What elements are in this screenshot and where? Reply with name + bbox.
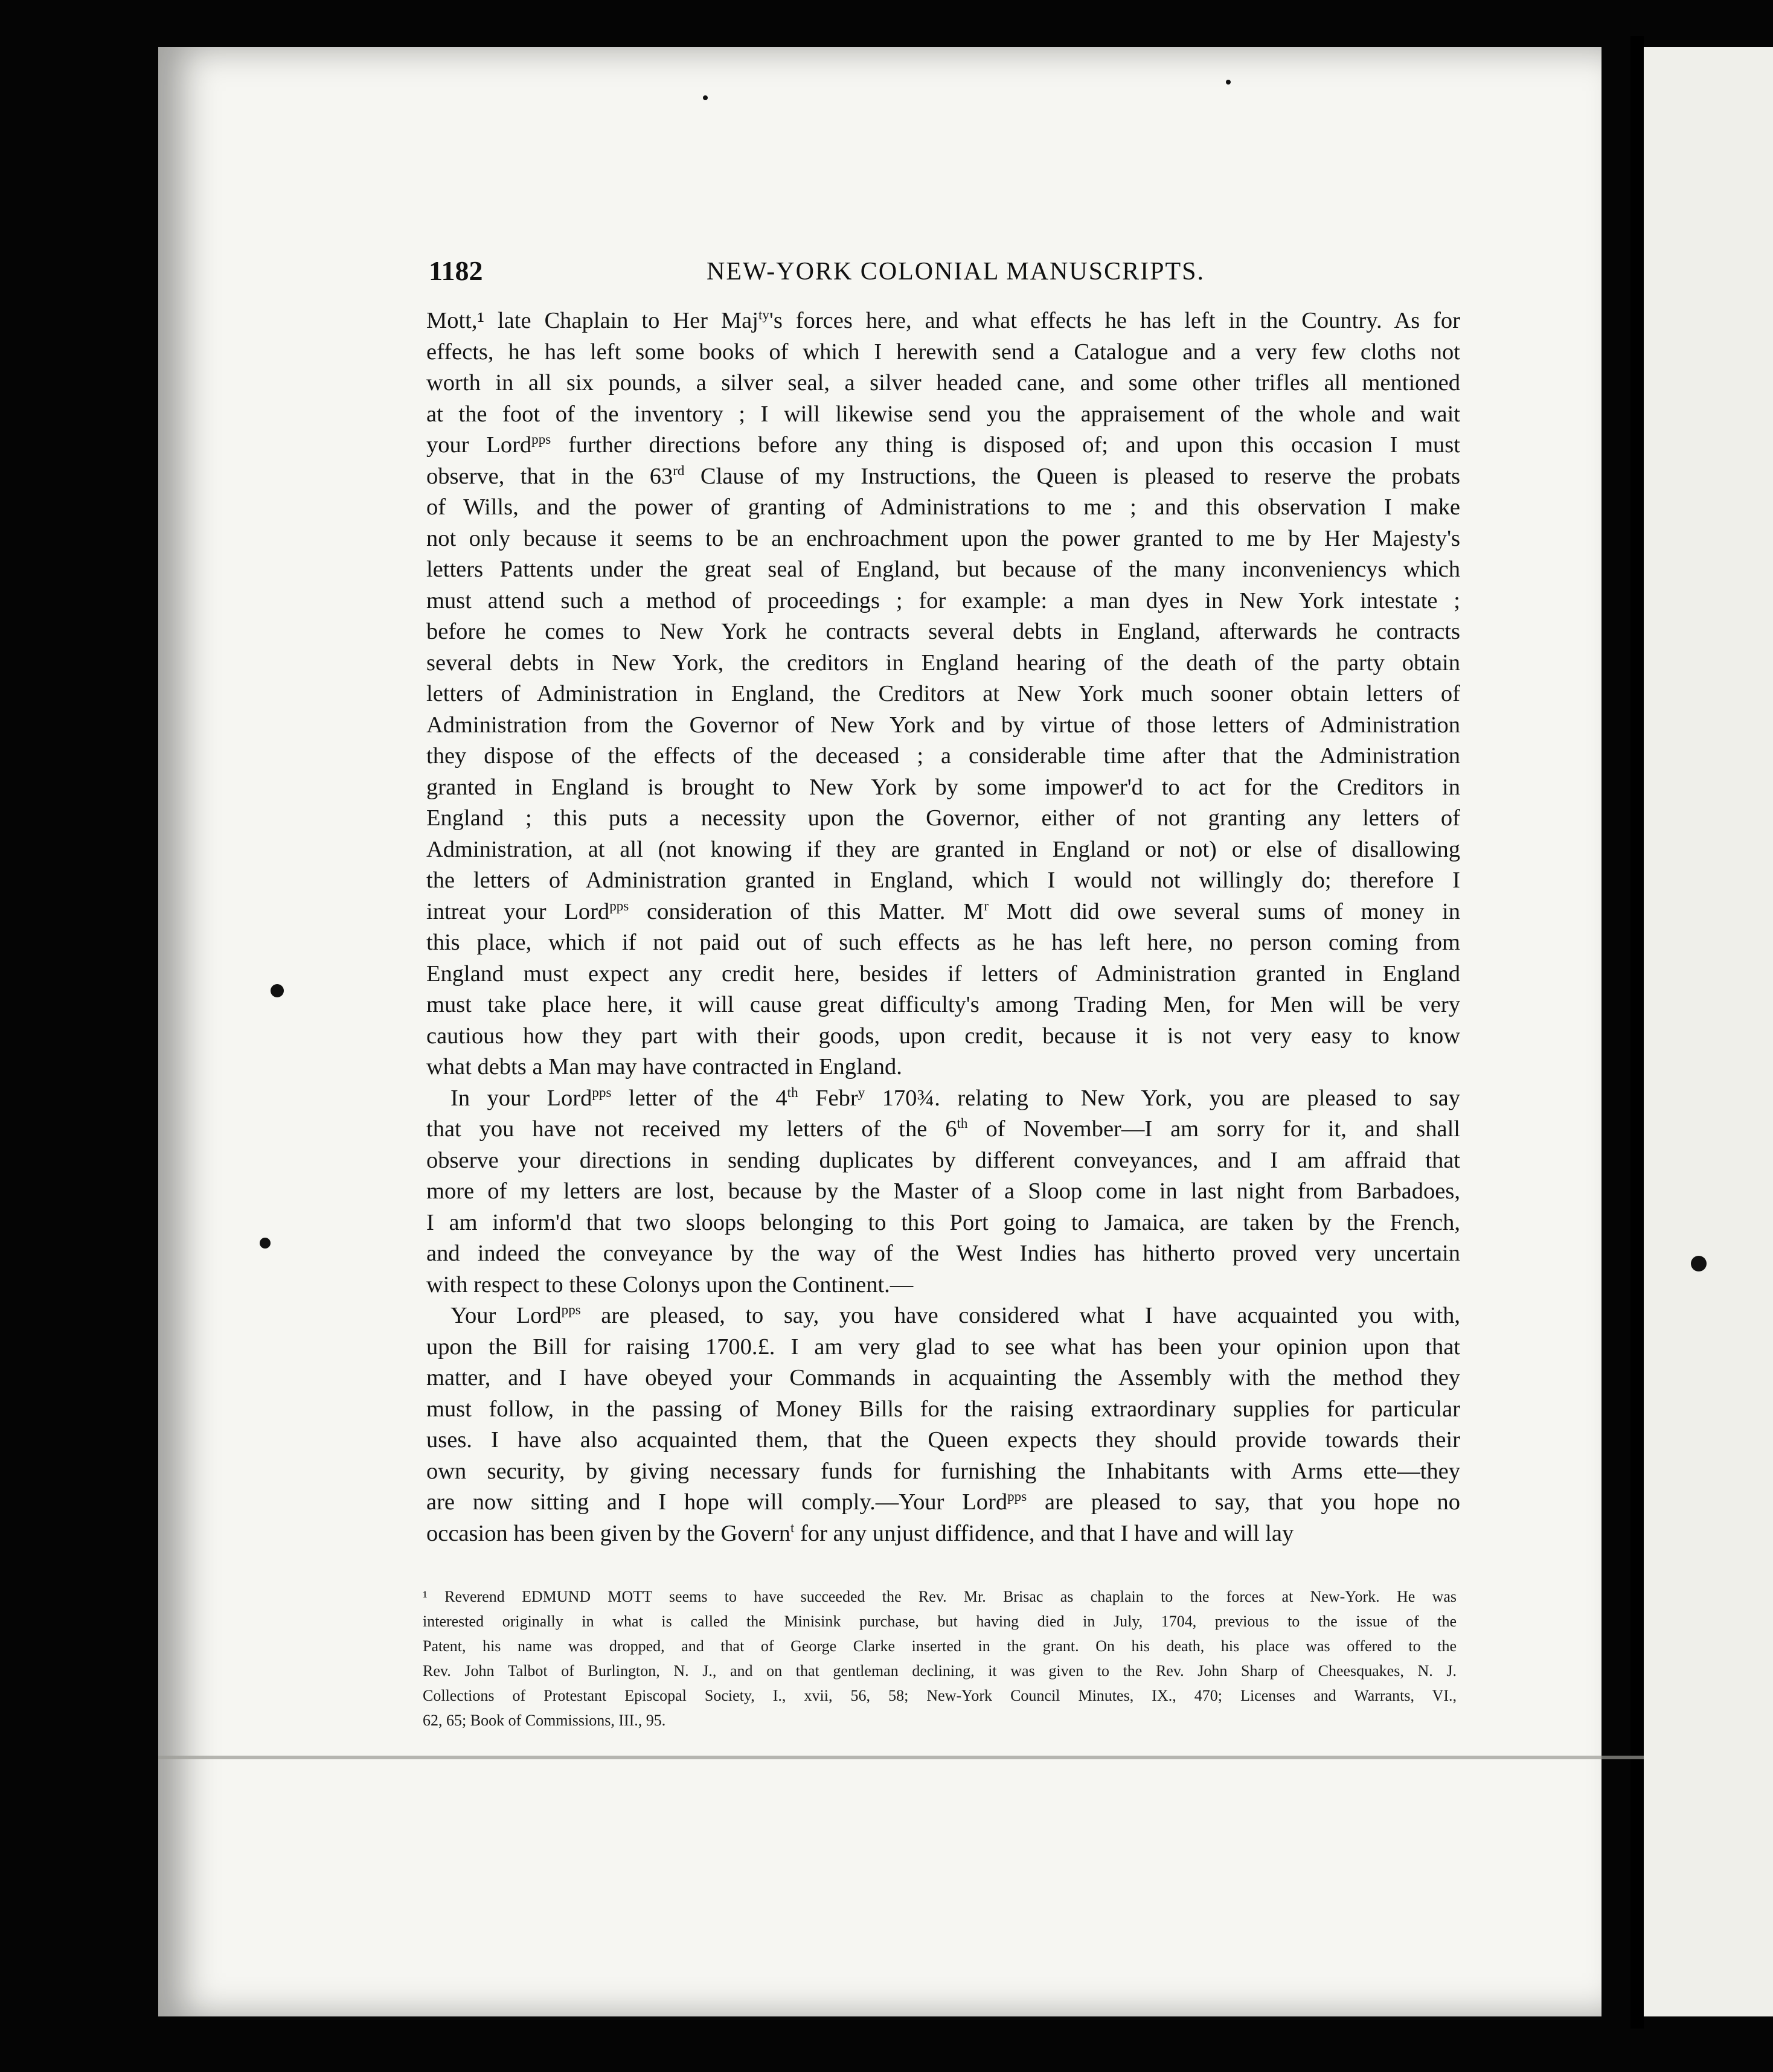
text-line: must follow, in the passing of Money Bills for the raising extraordinary supplies for particular (426, 1396, 1460, 1422)
text-line: observe your directions in sending duplicates by different conveyances, and I am affraid that (426, 1147, 1460, 1173)
text-line: observe, that in the 63rd Clause of my Instructions, the Queen is pleased to reserve the probats (426, 462, 1460, 489)
text-line: this place, which if not paid out of such effects as he has left here, no person coming from (426, 930, 1460, 955)
footnote-line: Collections of Protestant Episcopal Society, I., xvii, 56, 58; New-York Council Minutes, IX., 470; Licenses and Warrants, VI., (423, 1687, 1457, 1704)
footnote-line: Patent, his name was dropped, and that of George Clarke inserted in the grant. On his death, his place was offered to the (423, 1637, 1457, 1655)
text-line: Administration from the Governor of New York and by virtue of those letters of Administration (426, 712, 1460, 738)
scan-speck (260, 1238, 271, 1249)
text-line: Administration, at all (not knowing if they are granted in England or not) or else of disallowing (426, 836, 1460, 862)
text-line: more of my letters are lost, because by the Master of a Sloop come in last night from Barbadoes, (426, 1178, 1460, 1204)
text-line: your Lord$^{pps}$ further directions before any thing is disposed of; and upon this occasion I must (426, 431, 1460, 458)
footnote-line: 62, 65; Book of Commissions, III., 95. (423, 1712, 666, 1729)
text-line: the letters of Administration granted in England, which I would not willingly do; therefore I (426, 868, 1460, 893)
scan-speck (703, 95, 708, 100)
text-line: that you have not received my letters of the 6th of November—I am sorry for it, and shall (426, 1115, 1460, 1142)
text-line: occasion has been given by the Govern$^t$ for any unjust diffidence, and that I have and will lay (426, 1519, 1294, 1546)
footnote-block (423, 1584, 1457, 1733)
scan-speck (1226, 80, 1231, 85)
text-line: Mott,¹ late Chaplain to Her Maj$^{ty}$'s forces here, and what effects he has left in the Country. As for (426, 307, 1460, 333)
text-line: letters Pattents under the great seal of England, but because of the many inconveniencys which (426, 557, 1460, 582)
text-line: In your Lord$^{pps}$ letter of the 4th Febr$^y$ 170¾. relating to New York, you are pleased to say (450, 1084, 1460, 1111)
text-line: they dispose of the effects of the deceased ; a considerable time after that the Administration (426, 743, 1460, 769)
text-line: with respect to these Colonys upon the Continent.— (426, 1271, 914, 1297)
text-line: must take place here, it will cause great difficulty's among Trading Men, for Men will be very (426, 992, 1460, 1017)
text-line: England must expect any credit here, besides if letters of Administration granted in England (426, 961, 1460, 986)
paragraph (426, 1083, 1460, 1301)
text-line: matter, and I have obeyed your Commands in acquainting the Assembly with the method they (426, 1365, 1460, 1390)
letter-body (426, 305, 1460, 1549)
text-line: I am inform'd that two sloops belonging to this Port going to Jamaica, are taken by the French, (426, 1209, 1460, 1235)
text-line: several debts in New York, the creditors in England hearing of the death of the party obtain (426, 650, 1460, 676)
text-line: at the foot of the inventory ; I will likewise send you the appraisement of the whole and wait (426, 401, 1460, 427)
footnote-line: interested originally in what is called the Minisink purchase, but having died in July, 1704, previous to the issue of the (423, 1613, 1457, 1630)
footnote-line: Rev. John Talbot of Burlington, N. J., and on that gentleman declining, it was given to the Rev. John Sharp of Cheesquakes, N. J. (423, 1662, 1457, 1680)
text-line: Your Lord$^{pps}$ are pleased, to say, you have considered what I have acquainted you with, (450, 1302, 1461, 1328)
paragraph (426, 1300, 1460, 1549)
text-line: granted in England is brought to New York by some impower'd to act for the Creditors in (426, 774, 1460, 800)
text-line: before he comes to New York he contracts several debts in England, afterwards he contracts (426, 619, 1460, 644)
text-line: are now sitting and I hope will comply.—Your Lord$^{pps}$ are pleased to say, that you hope no (426, 1488, 1460, 1515)
footnote-line: ¹ Reverend EDMUND MOTT seems to have succeeded the Rev. Mr. Brisac as chaplain to the forces at New-York. He was (423, 1588, 1457, 1605)
text-line: intreat your Lord$^{pps}$ consideration of this Matter. $M^r$ Mott did owe several sums of money in (426, 897, 1460, 924)
text-line: not only because it seems to be an enchroachment upon the power granted to me by Her Majesty's (426, 525, 1460, 551)
text-line: letters of Administration in England, the Creditors at New York much sooner obtain letters of (426, 681, 1460, 706)
text-line: must attend such a method of proceedings ; for example: a man dyes in New York intestate ; (426, 587, 1460, 613)
text-line: of Wills, and the power of granting of Administrations to me ; and this observation I make (426, 494, 1460, 520)
running-title: NEW-YORK COLONIAL MANUSCRIPTS. (707, 258, 1205, 286)
adjacent-page-edge (1644, 47, 1773, 2016)
text-line: uses. I have also acquainted them, that the Queen expects they should provide towards their (426, 1427, 1460, 1453)
frame-divider (1630, 36, 1644, 2029)
paragraph (426, 305, 1460, 1083)
page-number: 1182 (429, 255, 483, 286)
page-bottom-rule (158, 1756, 1644, 1759)
text-line: cautious how they part with their goods, upon credit, because it is not very easy to know (426, 1023, 1460, 1049)
text-line: what debts a Man may have contracted in England. (426, 1054, 902, 1079)
text-line: worth in all six pounds, a silver seal, a silver headed cane, and some other trifles all mentioned (426, 370, 1460, 395)
text-line: upon the Bill for raising 1700.£. I am very glad to see what has been your opinion upon that (426, 1334, 1460, 1360)
text-line: England ; this puts a necessity upon the Governor, either of not granting any letters of (426, 805, 1460, 831)
page-header (429, 255, 1455, 297)
scan-speck (1691, 1256, 1707, 1271)
text-line: own security, by giving necessary funds for furnishing the Inhabitants with Arms ette—they (426, 1458, 1460, 1484)
text-line: effects, he has left some books of which I herewith send a Catalogue and a very few cloths not (426, 339, 1460, 365)
text-line: and indeed the conveyance by the way of the West Indies has hitherto proved very uncertain (426, 1241, 1460, 1266)
scan-speck (271, 984, 284, 997)
